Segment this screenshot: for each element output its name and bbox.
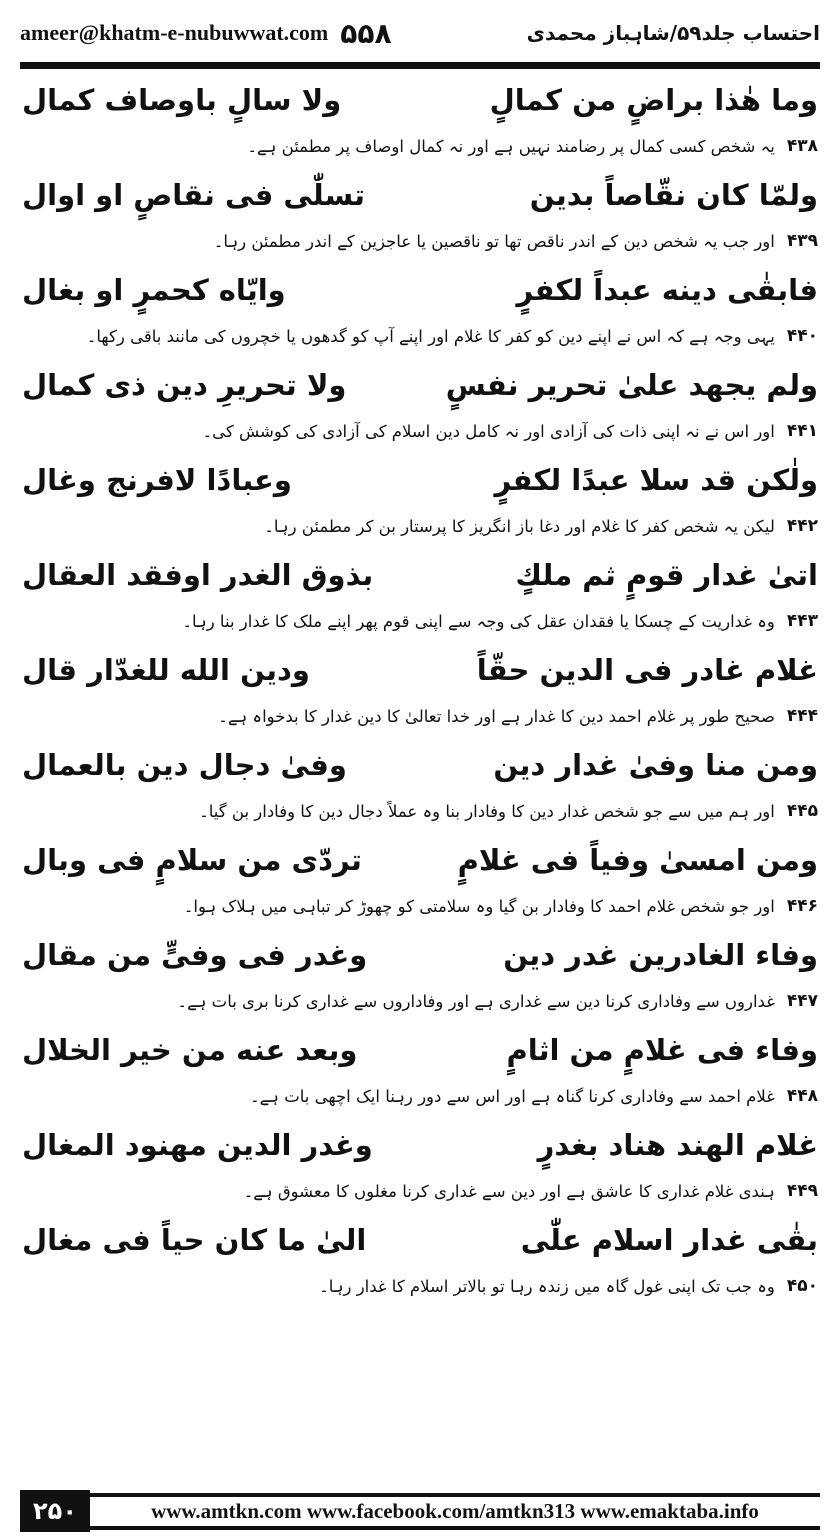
- urdu-translation: [22, 599, 818, 643]
- footer-bar: [90, 1490, 820, 1532]
- translation-text: صحیح طور پر غلام احمد دین کا غدار ہے اور خدا تعالیٰ کا دین غدار کا بدخواہ ہے۔: [218, 706, 775, 726]
- arabic-hemistich-right: وفاء فى غلامٍ من اثامٍ: [506, 1033, 818, 1067]
- verse-block: [22, 646, 818, 741]
- verse-block: [22, 741, 818, 836]
- verse-number: ۴۴۷: [786, 991, 818, 1011]
- translation-text: اور جب یہ شخص دین کے اندر ناقص تھا تو ناقصین یا عاجزین کے اندر مطمئن رہا۔: [213, 231, 775, 251]
- verse-block: [22, 76, 818, 171]
- arabic-couplet: [22, 1216, 818, 1264]
- urdu-translation: [22, 314, 818, 358]
- translation-text: ہندی غلام غداری کا عاشق ہے اور دین سے غداری کرنا مغلوں کا معشوق ہے۔: [243, 1181, 775, 1201]
- translation-text: وہ غداریت کے چسکا یا فقدان عقل کی وجہ سے اپنی قوم پھر اپنے ملک کا غدار بنا رہا۔: [182, 611, 775, 631]
- verse-list: [22, 76, 818, 1311]
- arabic-hemistich-left: تسلّٰى فى نقاصٍ او اوال: [22, 178, 365, 212]
- arabic-couplet: [22, 171, 818, 219]
- verse-block: [22, 551, 818, 646]
- urdu-translation: [22, 504, 818, 548]
- verse-number: ۴۴۴: [786, 706, 818, 726]
- header-book-title: احتساب جلد۵۹/شاہباز محمدی: [526, 21, 820, 45]
- page-header: [20, 8, 820, 58]
- page-footer: [20, 1490, 820, 1532]
- arabic-couplet: [22, 931, 818, 979]
- header-rule: [20, 62, 820, 69]
- header-page-number: ۵۵۸: [340, 16, 392, 50]
- verse-block: [22, 361, 818, 456]
- urdu-translation: [22, 1169, 818, 1213]
- arabic-hemistich-right: فابقٰى دينه عبداً لكفرٍ: [516, 273, 818, 307]
- urdu-translation: [22, 124, 818, 168]
- verse-block: [22, 266, 818, 361]
- arabic-hemistich-right: بقٰى غدار اسلام علّٰى: [520, 1223, 818, 1257]
- arabic-hemistich-left: وغدر فى وفىٍّ من مقال: [22, 938, 368, 972]
- verse-number: ۴۴۰: [786, 326, 818, 346]
- translation-text: یہ شخص کسی کمال پر رضامند نہیں ہے اور نہ کمال اوصاف پر مطمئن ہے۔: [247, 136, 775, 156]
- arabic-hemistich-left: وعبادًا لافرنج وغال: [22, 463, 292, 497]
- arabic-couplet: [22, 741, 818, 789]
- arabic-hemistich-right: ومن امسىٰ وفياً فى غلامٍ: [457, 843, 818, 877]
- arabic-couplet: [22, 551, 818, 599]
- urdu-translation: [22, 1074, 818, 1118]
- verse-number: ۴۴۲: [786, 516, 818, 536]
- verse-block: [22, 1121, 818, 1216]
- translation-text: لیکن یہ شخص کفر کا غلام اور دغا باز انگریز کا پرستار بن کر مطمئن رہا۔: [264, 516, 775, 536]
- arabic-couplet: [22, 76, 818, 124]
- urdu-translation: [22, 884, 818, 928]
- verse-number: ۴۳۹: [786, 231, 818, 251]
- verse-block: [22, 836, 818, 931]
- urdu-translation: [22, 979, 818, 1023]
- arabic-hemistich-left: ولا تحريرِ دين ذى كمال: [22, 368, 347, 402]
- translation-text: یہی وجہ ہے کہ اس نے اپنے دین کو کفر کا غلام اور اپنے آپ کو گدھوں یا خچروں کی مانند باقی رکھا۔: [86, 326, 775, 346]
- verse-block: [22, 456, 818, 551]
- arabic-hemistich-right: وفاء الغادرين غدر دين: [503, 938, 818, 972]
- verse-number: ۴۴۳: [786, 611, 818, 631]
- header-left: [20, 17, 392, 50]
- arabic-hemistich-left: ولا سالٍ باوصاف كمال: [22, 83, 342, 117]
- translation-text: اور ہم میں سے جو شخص غدار دین کا وفادار بنا وہ عملاً دجال دین کا وفادار بن گیا۔: [199, 801, 775, 821]
- header-email: ameer@khatm-e-nubuwwat.com: [20, 20, 329, 45]
- arabic-hemistich-right: اتىٰ غدار قومٍ ثم ملكٍ: [515, 558, 818, 592]
- arabic-hemistich-left: تردّى من سلامٍ فى وبال: [22, 843, 362, 877]
- arabic-hemistich-right: غلام الهند هناد بغدرٍ: [537, 1128, 818, 1162]
- arabic-hemistich-left: وغدر الدين مهنود المغال: [22, 1128, 373, 1162]
- arabic-hemistich-right: وما هٰذا براضٍ من كمالٍ: [489, 83, 818, 117]
- urdu-translation: [22, 694, 818, 738]
- translation-text: غلام احمد سے وفاداری کرنا گناہ ہے اور اس سے دور رہنا ایک اچھی بات ہے۔: [249, 1086, 775, 1106]
- translation-text: وہ جب تک اپنی غول گاہ میں زندہ رہا تو بالاتر اسلام کا غدار رہا۔: [319, 1276, 775, 1296]
- verse-block: [22, 1026, 818, 1121]
- arabic-hemistich-left: وفىٰ دجال دين بالعمال: [22, 748, 347, 782]
- arabic-hemistich-left: ودين الله للغدّار قال: [22, 653, 310, 687]
- translation-text: اور اس نے نہ اپنی ذات کی آزادی اور نہ کامل دین اسلام کی آزادی کی کوشش کی۔: [202, 421, 775, 441]
- verse-block: [22, 931, 818, 1026]
- arabic-couplet: [22, 836, 818, 884]
- footer-page-number: ۲۵۰: [20, 1490, 90, 1532]
- arabic-hemistich-left: وايّاه كحمرٍ او بغال: [22, 273, 286, 307]
- arabic-hemistich-right: غلام غادر فى الدين حقّاً: [476, 653, 818, 687]
- arabic-couplet: [22, 1026, 818, 1074]
- verse-number: ۴۴۶: [786, 896, 818, 916]
- arabic-hemistich-right: ولم يجهد علىٰ تحرير نفسٍ: [445, 368, 818, 402]
- verse-number: ۴۵۰: [786, 1276, 818, 1296]
- arabic-hemistich-right: ومن منا وفىٰ غدار دين: [493, 748, 818, 782]
- arabic-couplet: [22, 361, 818, 409]
- verse-number: ۴۴۹: [786, 1181, 818, 1201]
- translation-text: غداروں سے وفاداری کرنا دین سے غداری ہے اور وفاداروں سے غداری کرنا بری بات ہے۔: [177, 991, 775, 1011]
- verse-number: ۴۴۵: [786, 801, 818, 821]
- urdu-translation: [22, 219, 818, 263]
- arabic-couplet: [22, 266, 818, 314]
- arabic-hemistich-left: بذوق الغدر اوفقد العقال: [22, 558, 374, 592]
- verse-number: ۴۳۸: [786, 136, 818, 156]
- arabic-couplet: [22, 1121, 818, 1169]
- verse-number: ۴۴۸: [786, 1086, 818, 1106]
- verse-number: ۴۴۱: [786, 421, 818, 441]
- arabic-hemistich-left: وبعد عنه من خير الخلال: [22, 1033, 358, 1067]
- footer-websites: www.amtkn.com www.facebook.com/amtkn313 www.emaktaba.info: [151, 1498, 759, 1523]
- translation-text: اور جو شخص غلام احمد کا وفادار بن گیا وہ سلامتی کو چھوڑ کر تباہی میں ہلاک ہوا۔: [183, 896, 775, 916]
- arabic-couplet: [22, 456, 818, 504]
- verse-block: [22, 1216, 818, 1311]
- footer-rule-bottom: [90, 1526, 820, 1530]
- verse-block: [22, 171, 818, 266]
- urdu-translation: [22, 1264, 818, 1308]
- arabic-hemistich-left: الىٰ ما كان حياً فى مغال: [22, 1223, 367, 1257]
- urdu-translation: [22, 409, 818, 453]
- arabic-hemistich-right: ولٰكن قد سلا عبدًا لكفرٍ: [494, 463, 818, 497]
- arabic-hemistich-right: ولمّا كان نقّاصاً بدين: [529, 178, 818, 212]
- urdu-translation: [22, 789, 818, 833]
- arabic-couplet: [22, 646, 818, 694]
